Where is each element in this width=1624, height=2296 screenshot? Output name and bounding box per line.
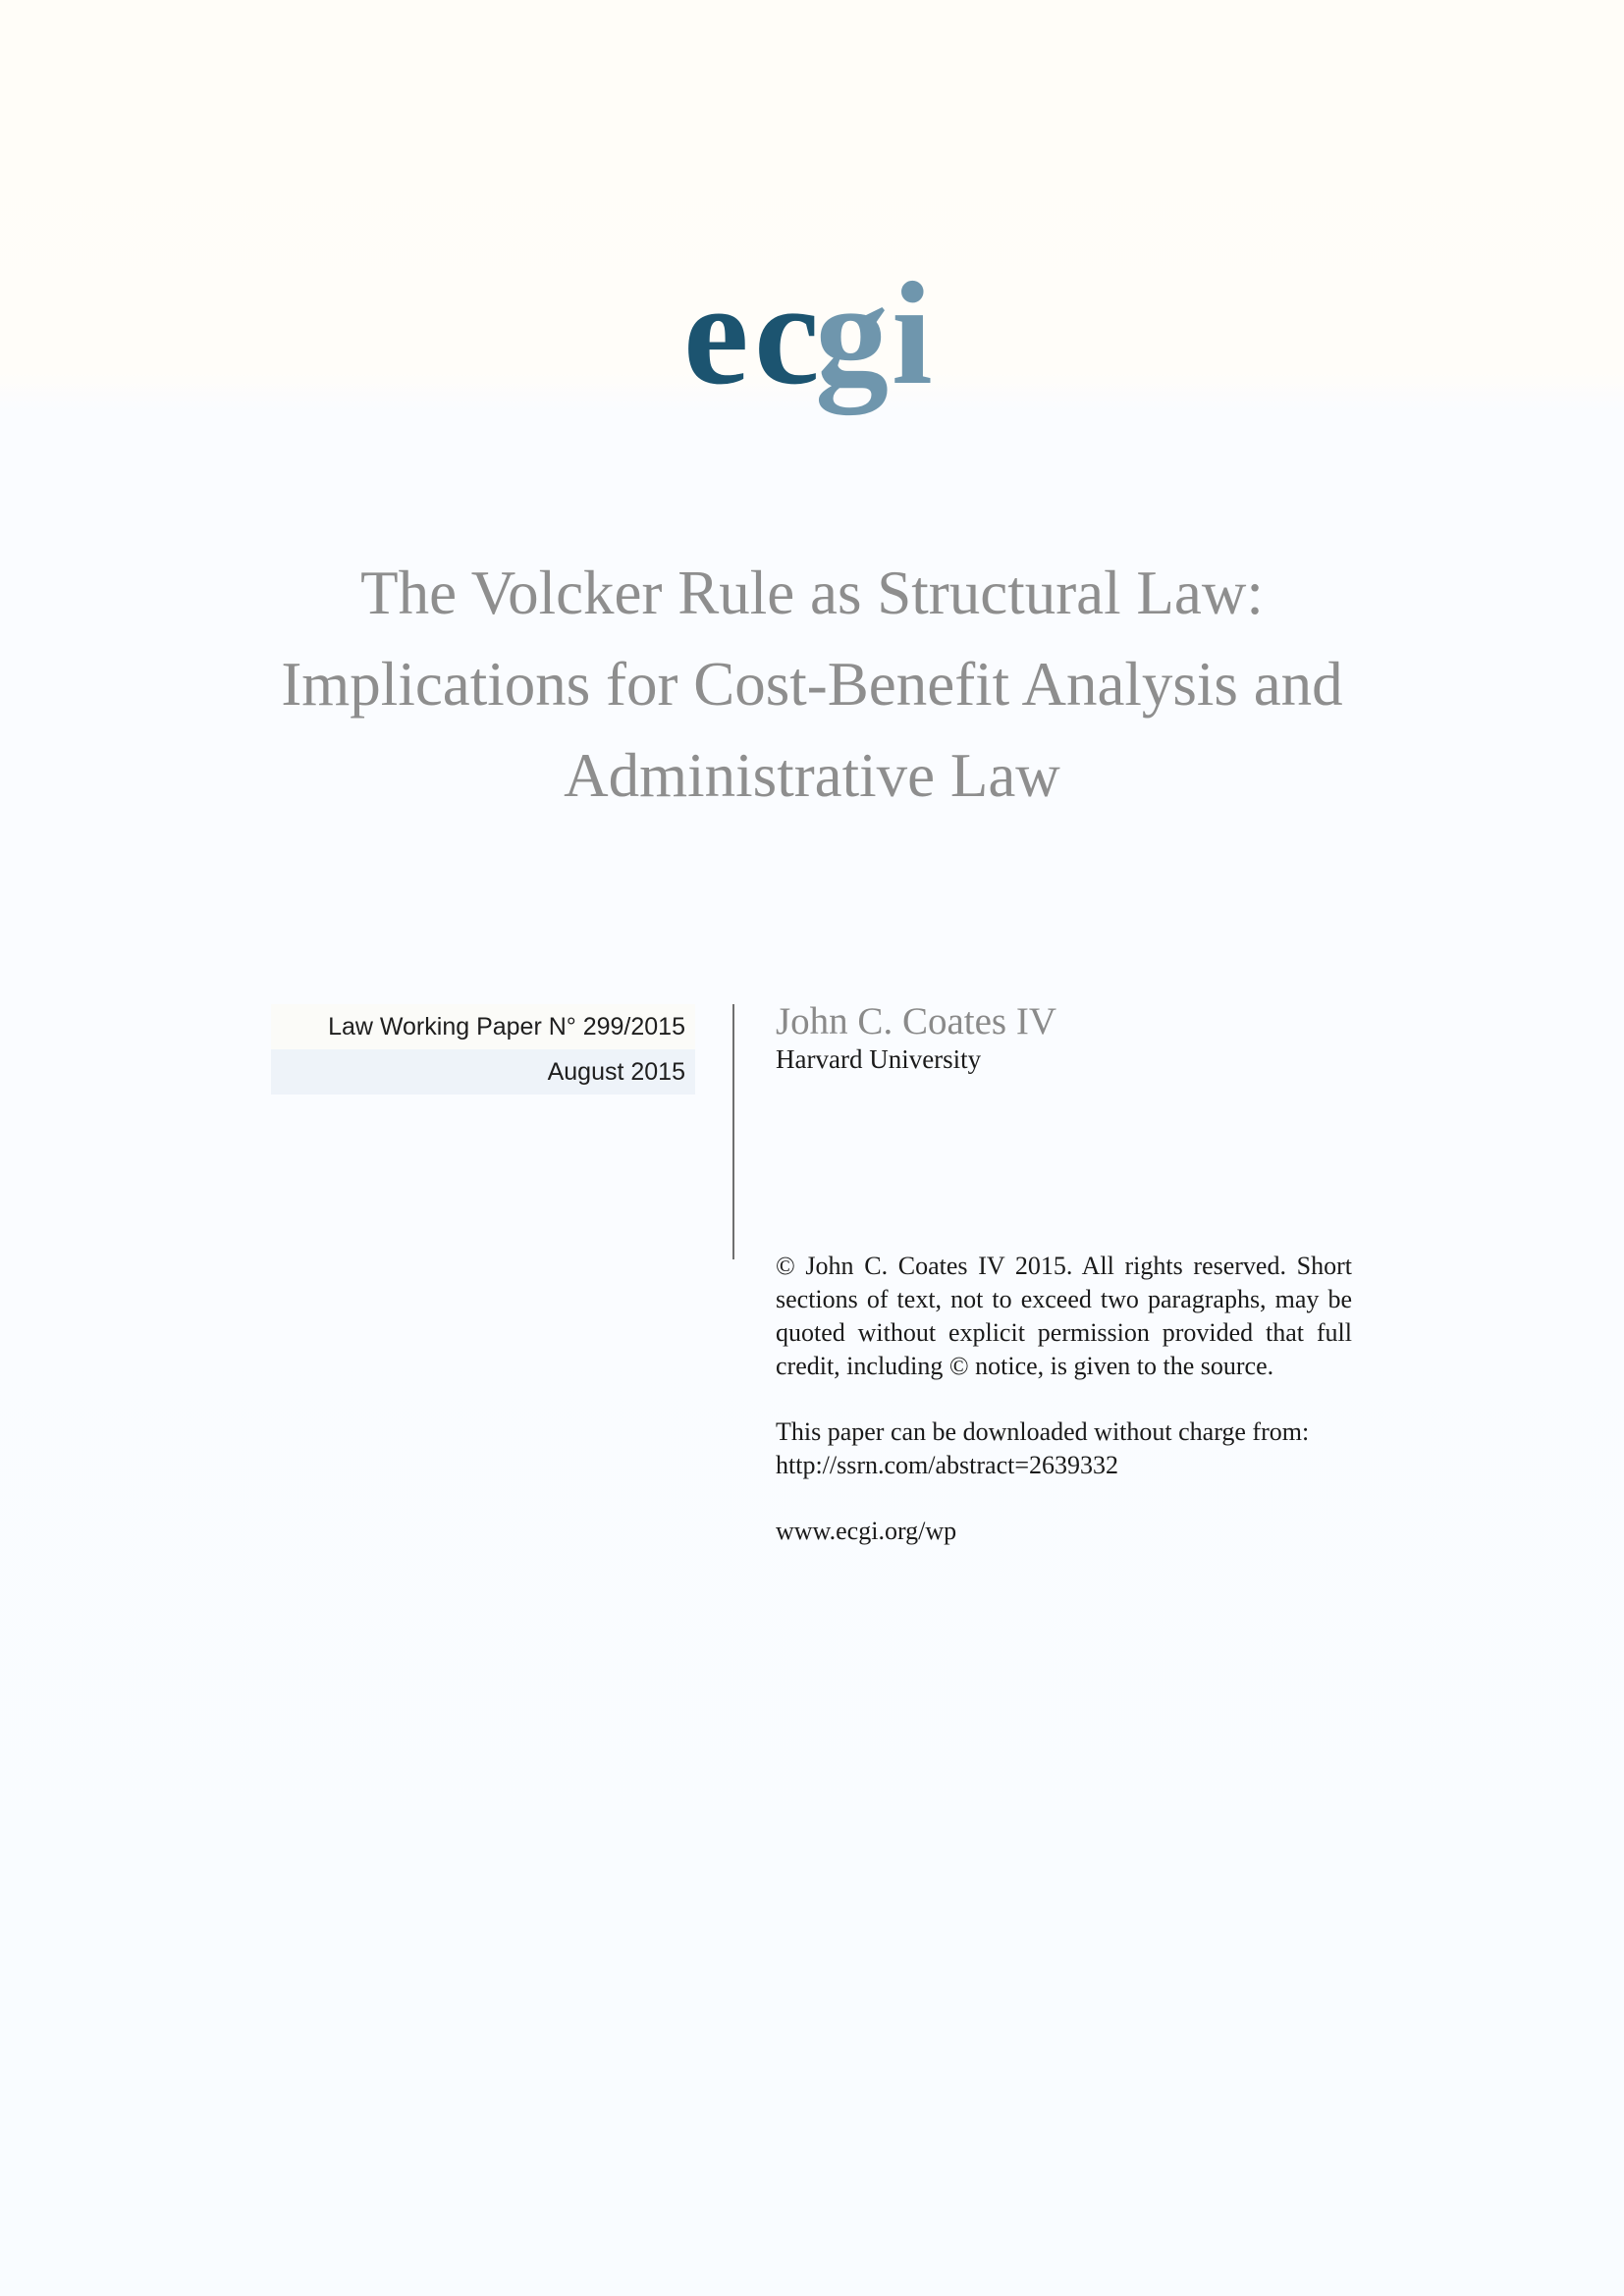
download-notice [776, 1415, 1365, 1482]
download-text: This paper can be downloaded without charge from: [776, 1417, 1310, 1446]
working-paper-number: Law Working Paper N° 299/2015 [271, 1004, 695, 1049]
title-line-2: Implications for Cost-Benefit Analysis and [281, 650, 1343, 719]
vertical-divider [732, 1004, 734, 1259]
logo-letter-c: c [754, 252, 820, 415]
logo-letter-g: g [815, 252, 889, 415]
paper-date: August 2015 [271, 1049, 695, 1095]
title-line-1: The Volcker Rule as Structural Law: [360, 559, 1264, 627]
author-name: John C. Coates IV [776, 1000, 1056, 1042]
author-affiliation: Harvard University [776, 1044, 982, 1074]
ssrn-link[interactable]: http://ssrn.com/abstract=2639332 [776, 1451, 1119, 1479]
paper-meta [271, 1004, 695, 1095]
logo-letter-e: e [683, 252, 749, 415]
ecgi-website-link[interactable]: www.ecgi.org/wp [776, 1517, 957, 1545]
logo-letter-i: i [892, 252, 933, 415]
title-line-3: Administrative Law [564, 741, 1060, 810]
copyright-notice: © John C. Coates IV 2015. All rights reserved. Short sections of text, not to exceed two paragraphs, may be quoted without explicit permission provided that full credit, including © notice, is given to the source. [776, 1252, 1352, 1380]
paper-title [167, 548, 1457, 822]
ecgi-logo [683, 250, 943, 417]
